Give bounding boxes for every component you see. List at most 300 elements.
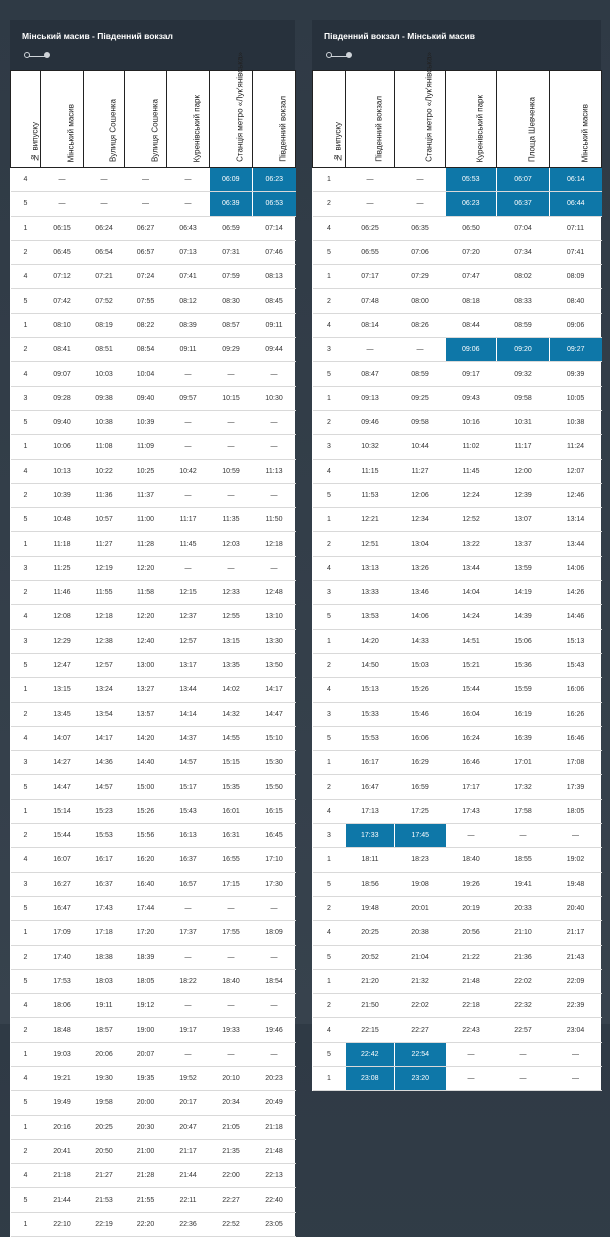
time-cell: 12:47: [41, 653, 84, 677]
time-cell: 16:40: [125, 872, 167, 896]
time-cell: 21:44: [167, 1164, 210, 1188]
table-row: [11, 289, 296, 313]
time-cell: 21:18: [41, 1164, 84, 1188]
time-cell: 12:39: [497, 483, 550, 507]
time-cell: 16:46: [446, 751, 497, 775]
time-cell: 16:27: [41, 872, 84, 896]
run-number-cell: 4: [313, 459, 346, 483]
time-cell: 10:03: [84, 362, 125, 386]
column-header-label: Мінський масив: [66, 103, 76, 162]
route-direction-icon[interactable]: [326, 52, 352, 60]
time-cell: —: [210, 1042, 253, 1066]
time-cell: 22:52: [210, 1212, 253, 1236]
table-row: [11, 459, 296, 483]
time-cell: 13:26: [395, 556, 446, 580]
time-cell: 12:07: [550, 459, 602, 483]
time-cell: 08:22: [125, 313, 167, 337]
column-header: [11, 71, 41, 168]
time-cell: 15:00: [125, 775, 167, 799]
run-number-cell: 5: [313, 483, 346, 507]
time-cell: 07:31: [210, 240, 253, 264]
run-number-cell: 2: [313, 994, 346, 1018]
time-cell: 22:13: [253, 1164, 296, 1188]
table-row: [11, 1091, 296, 1115]
time-cell: 22:10: [41, 1212, 84, 1236]
time-cell: 10:38: [550, 410, 602, 434]
time-cell: 08:39: [167, 313, 210, 337]
time-cell: 08:19: [84, 313, 125, 337]
time-cell: 11:08: [84, 435, 125, 459]
time-cell: 22:27: [395, 1018, 446, 1042]
time-cell: 11:15: [346, 459, 395, 483]
column-header: [41, 71, 84, 168]
table-row: [313, 459, 602, 483]
time-cell: 16:59: [395, 775, 446, 799]
run-number-cell: 5: [11, 289, 41, 313]
time-cell: —: [84, 168, 125, 192]
column-header: [84, 71, 125, 168]
table-row: [313, 435, 602, 459]
time-cell: —: [253, 410, 296, 434]
time-cell: 06:39: [210, 192, 253, 216]
table-row: [313, 678, 602, 702]
time-cell: 21:28: [125, 1164, 167, 1188]
time-cell: 13:00: [125, 653, 167, 677]
time-cell: 16:06: [395, 726, 446, 750]
time-cell: 14:17: [253, 678, 296, 702]
table-row: [313, 168, 602, 192]
run-number-cell: 1: [11, 313, 41, 337]
time-cell: 14:37: [167, 726, 210, 750]
time-cell: 18:55: [497, 848, 550, 872]
time-cell: 12:46: [550, 483, 602, 507]
time-cell: 08:18: [446, 289, 497, 313]
table-row: [11, 508, 296, 532]
time-cell: 13:15: [210, 629, 253, 653]
table-row: [313, 532, 602, 556]
column-header-label: Куренівський парк: [192, 94, 202, 162]
time-cell: —: [497, 1066, 550, 1090]
column-header: [253, 71, 296, 168]
run-number-cell: 1: [11, 1042, 41, 1066]
time-cell: 09:11: [167, 338, 210, 362]
time-cell: 10:42: [167, 459, 210, 483]
time-cell: 11:27: [395, 459, 446, 483]
time-cell: —: [497, 824, 550, 848]
time-cell: 10:30: [253, 386, 296, 410]
time-cell: 10:16: [446, 410, 497, 434]
run-number-cell: 4: [11, 459, 41, 483]
time-cell: 20:49: [253, 1091, 296, 1115]
time-cell: —: [253, 483, 296, 507]
time-cell: 20:23: [253, 1066, 296, 1090]
time-cell: —: [550, 1042, 602, 1066]
time-cell: 20:33: [497, 896, 550, 920]
time-cell: 20:01: [395, 896, 446, 920]
table-row: [313, 192, 602, 216]
time-cell: 18:05: [125, 969, 167, 993]
time-cell: —: [253, 362, 296, 386]
run-number-cell: 2: [11, 483, 41, 507]
time-cell: 18:38: [84, 945, 125, 969]
time-cell: 13:59: [497, 556, 550, 580]
run-number-cell: 2: [11, 824, 41, 848]
run-number-cell: 4: [313, 799, 346, 823]
time-cell: 14:17: [84, 726, 125, 750]
time-cell: 10:13: [41, 459, 84, 483]
time-cell: —: [210, 994, 253, 1018]
time-cell: 16:17: [84, 848, 125, 872]
time-cell: —: [167, 483, 210, 507]
run-number-cell: 2: [313, 775, 346, 799]
time-cell: 16:55: [210, 848, 253, 872]
run-number-cell: 1: [313, 1066, 346, 1090]
table-row: [11, 945, 296, 969]
route-direction-icon[interactable]: [24, 52, 50, 60]
time-cell: 20:25: [84, 1115, 125, 1139]
time-cell: 13:44: [446, 556, 497, 580]
panel-title: Південний вокзал - Мінський масив: [324, 31, 475, 41]
time-cell: 13:10: [253, 605, 296, 629]
time-cell: 09:28: [41, 386, 84, 410]
time-cell: 17:30: [253, 872, 296, 896]
time-cell: 12:55: [210, 605, 253, 629]
time-cell: 10:25: [125, 459, 167, 483]
time-cell: 13:04: [395, 532, 446, 556]
time-cell: 15:53: [84, 824, 125, 848]
time-cell: 08:02: [497, 265, 550, 289]
table-row: [11, 678, 296, 702]
run-number-cell: 4: [11, 848, 41, 872]
time-cell: —: [446, 1066, 497, 1090]
time-cell: 20:19: [446, 896, 497, 920]
time-cell: 13:07: [497, 508, 550, 532]
time-cell: 17:01: [497, 751, 550, 775]
time-cell: 13:24: [84, 678, 125, 702]
time-cell: —: [125, 168, 167, 192]
time-cell: 07:17: [346, 265, 395, 289]
time-cell: 17:10: [253, 848, 296, 872]
run-number-cell: 5: [11, 653, 41, 677]
table-row: [11, 726, 296, 750]
time-cell: 07:42: [41, 289, 84, 313]
time-cell: —: [395, 192, 446, 216]
time-cell: 14:46: [550, 605, 602, 629]
time-cell: 19:41: [497, 872, 550, 896]
time-cell: 11:00: [125, 508, 167, 532]
time-cell: 19:17: [167, 1018, 210, 1042]
run-number-cell: 3: [313, 702, 346, 726]
run-number-cell: 1: [313, 629, 346, 653]
time-cell: 17:43: [84, 896, 125, 920]
time-cell: 06:54: [84, 240, 125, 264]
time-cell: 06:53: [253, 192, 296, 216]
table-row: [313, 1018, 602, 1042]
time-cell: 12:20: [125, 556, 167, 580]
table-row: [313, 702, 602, 726]
time-cell: 14:06: [395, 605, 446, 629]
table-row: [11, 435, 296, 459]
time-cell: 07:52: [84, 289, 125, 313]
time-cell: 11:18: [41, 532, 84, 556]
time-cell: 16:24: [446, 726, 497, 750]
time-cell: 17:58: [497, 799, 550, 823]
run-number-cell: 3: [313, 435, 346, 459]
time-cell: 16:13: [167, 824, 210, 848]
table-row: [313, 1042, 602, 1066]
time-cell: 16:39: [497, 726, 550, 750]
table-row: [313, 362, 602, 386]
time-cell: 15:43: [167, 799, 210, 823]
table-row: [11, 775, 296, 799]
run-number-cell: 2: [313, 289, 346, 313]
time-cell: 17:44: [125, 896, 167, 920]
run-number-cell: 5: [11, 192, 41, 216]
time-cell: 21:35: [210, 1139, 253, 1163]
time-cell: 09:46: [346, 410, 395, 434]
column-header-label: Південний вокзал: [374, 96, 384, 162]
time-cell: —: [210, 435, 253, 459]
time-cell: 15:56: [125, 824, 167, 848]
table-row: [11, 1115, 296, 1139]
table-row: [11, 1066, 296, 1090]
time-cell: 09:07: [41, 362, 84, 386]
time-cell: 08:09: [550, 265, 602, 289]
time-cell: 08:26: [395, 313, 446, 337]
run-number-cell: 5: [313, 1042, 346, 1066]
time-cell: 06:27: [125, 216, 167, 240]
time-cell: 23:08: [346, 1066, 395, 1090]
time-cell: 19:58: [84, 1091, 125, 1115]
time-cell: 08:59: [497, 313, 550, 337]
run-number-cell: 4: [11, 1066, 41, 1090]
time-cell: 18:06: [41, 994, 84, 1018]
time-cell: 13:53: [346, 605, 395, 629]
time-cell: 11:46: [41, 581, 84, 605]
table-row: [11, 653, 296, 677]
time-cell: 20:06: [84, 1042, 125, 1066]
time-cell: 11:50: [253, 508, 296, 532]
time-cell: —: [210, 483, 253, 507]
time-cell: 12:24: [446, 483, 497, 507]
column-header-label: Куренівський парк: [475, 94, 485, 162]
time-cell: 18:09: [253, 921, 296, 945]
time-cell: 12:48: [253, 581, 296, 605]
run-number-cell: 1: [313, 969, 346, 993]
time-cell: 06:09: [210, 168, 253, 192]
time-cell: 08:47: [346, 362, 395, 386]
panel-header: [10, 20, 295, 70]
table-row: [313, 872, 602, 896]
time-cell: 17:08: [550, 751, 602, 775]
run-number-cell: 2: [313, 532, 346, 556]
time-cell: 06:15: [41, 216, 84, 240]
time-cell: 08:30: [210, 289, 253, 313]
time-cell: 16:17: [346, 751, 395, 775]
time-cell: 08:51: [84, 338, 125, 362]
time-cell: 15:44: [41, 824, 84, 848]
run-number-cell: 4: [313, 313, 346, 337]
time-cell: 07:20: [446, 240, 497, 264]
time-cell: 14:47: [253, 702, 296, 726]
time-cell: 11:37: [125, 483, 167, 507]
time-cell: 13:44: [550, 532, 602, 556]
run-number-cell: 5: [11, 508, 41, 532]
time-cell: 09:44: [253, 338, 296, 362]
time-cell: 11:13: [253, 459, 296, 483]
time-cell: —: [167, 168, 210, 192]
run-number-cell: 5: [313, 945, 346, 969]
table-row: [313, 824, 602, 848]
time-cell: —: [253, 994, 296, 1018]
table-row: [11, 994, 296, 1018]
run-number-cell: 3: [11, 872, 41, 896]
time-cell: 21:43: [550, 945, 602, 969]
table-row: [313, 896, 602, 920]
table-row: [11, 362, 296, 386]
time-cell: —: [167, 1042, 210, 1066]
time-cell: 16:19: [497, 702, 550, 726]
time-cell: 10:06: [41, 435, 84, 459]
time-cell: 15:03: [395, 653, 446, 677]
time-cell: 10:31: [497, 410, 550, 434]
time-cell: 19:03: [41, 1042, 84, 1066]
run-number-cell: 1: [11, 799, 41, 823]
time-cell: 20:47: [167, 1115, 210, 1139]
time-cell: —: [253, 1042, 296, 1066]
time-cell: 22:00: [210, 1164, 253, 1188]
time-cell: 19:00: [125, 1018, 167, 1042]
time-cell: 15:10: [253, 726, 296, 750]
table-row: [313, 216, 602, 240]
run-number-cell: 1: [313, 848, 346, 872]
column-header: [125, 71, 167, 168]
time-cell: 15:30: [253, 751, 296, 775]
time-cell: 16:57: [167, 872, 210, 896]
time-cell: 18:40: [446, 848, 497, 872]
column-header: [550, 71, 602, 168]
time-cell: 12:15: [167, 581, 210, 605]
time-cell: 06:50: [446, 216, 497, 240]
time-cell: 16:07: [41, 848, 84, 872]
time-cell: 17:33: [346, 824, 395, 848]
run-number-cell: 5: [11, 410, 41, 434]
time-cell: 22:19: [84, 1212, 125, 1236]
time-cell: 21:22: [446, 945, 497, 969]
time-cell: 16:47: [41, 896, 84, 920]
table-row: [313, 969, 602, 993]
run-number-cell: 2: [313, 410, 346, 434]
time-cell: 20:50: [84, 1139, 125, 1163]
table-row: [11, 1042, 296, 1066]
time-cell: 23:20: [395, 1066, 446, 1090]
time-cell: 15:13: [346, 678, 395, 702]
time-cell: 14:32: [210, 702, 253, 726]
time-cell: 17:39: [550, 775, 602, 799]
time-cell: 20:52: [346, 945, 395, 969]
column-header-label: Південний вокзал: [278, 96, 288, 162]
run-number-cell: 2: [11, 702, 41, 726]
time-cell: 21:48: [253, 1139, 296, 1163]
table-row: [313, 410, 602, 434]
time-cell: 16:06: [550, 678, 602, 702]
time-cell: 09:40: [125, 386, 167, 410]
time-cell: 09:38: [84, 386, 125, 410]
run-number-cell: 1: [313, 168, 346, 192]
time-cell: 22:20: [125, 1212, 167, 1236]
time-cell: —: [550, 1066, 602, 1090]
time-cell: —: [210, 945, 253, 969]
time-cell: 16:01: [210, 799, 253, 823]
time-cell: —: [41, 192, 84, 216]
run-number-cell: 4: [313, 1018, 346, 1042]
time-cell: 17:09: [41, 921, 84, 945]
time-cell: —: [253, 945, 296, 969]
table-row: [11, 168, 296, 192]
time-cell: 14:55: [210, 726, 253, 750]
time-cell: 22:43: [446, 1018, 497, 1042]
run-number-cell: 2: [313, 896, 346, 920]
column-header: [210, 52, 253, 168]
run-number-cell: 1: [11, 435, 41, 459]
table-row: [313, 751, 602, 775]
run-number-cell: 1: [313, 508, 346, 532]
time-cell: 18:56: [346, 872, 395, 896]
time-cell: 18:22: [167, 969, 210, 993]
run-number-cell: 1: [313, 386, 346, 410]
time-cell: 16:37: [84, 872, 125, 896]
time-cell: —: [253, 896, 296, 920]
time-cell: 13:17: [167, 653, 210, 677]
time-cell: 14:02: [210, 678, 253, 702]
table-row: [11, 1164, 296, 1188]
time-cell: 10:59: [210, 459, 253, 483]
time-cell: 17:15: [210, 872, 253, 896]
time-cell: 12:40: [125, 629, 167, 653]
run-number-cell: 5: [313, 362, 346, 386]
time-cell: 20:41: [41, 1139, 84, 1163]
time-cell: 12:21: [346, 508, 395, 532]
time-cell: 18:57: [84, 1018, 125, 1042]
table-row: [11, 751, 296, 775]
time-cell: 15:06: [497, 629, 550, 653]
time-cell: 09:13: [346, 386, 395, 410]
time-cell: 09:40: [41, 410, 84, 434]
time-cell: 19:35: [125, 1066, 167, 1090]
time-cell: 15:23: [84, 799, 125, 823]
time-cell: 08:33: [497, 289, 550, 313]
table-row: [313, 921, 602, 945]
time-cell: 07:46: [253, 240, 296, 264]
time-cell: —: [395, 338, 446, 362]
time-cell: 06:45: [41, 240, 84, 264]
time-cell: —: [253, 556, 296, 580]
time-cell: 13:13: [346, 556, 395, 580]
table-row: [11, 265, 296, 289]
time-cell: 16:15: [253, 799, 296, 823]
run-number-cell: 2: [11, 240, 41, 264]
run-number-cell: 3: [313, 581, 346, 605]
time-cell: 11:27: [84, 532, 125, 556]
time-cell: 14:14: [167, 702, 210, 726]
time-cell: —: [210, 362, 253, 386]
time-cell: 07:04: [497, 216, 550, 240]
time-cell: 10:38: [84, 410, 125, 434]
run-number-cell: 5: [313, 726, 346, 750]
time-cell: 09:32: [497, 362, 550, 386]
time-cell: 07:11: [550, 216, 602, 240]
time-cell: 13:22: [446, 532, 497, 556]
